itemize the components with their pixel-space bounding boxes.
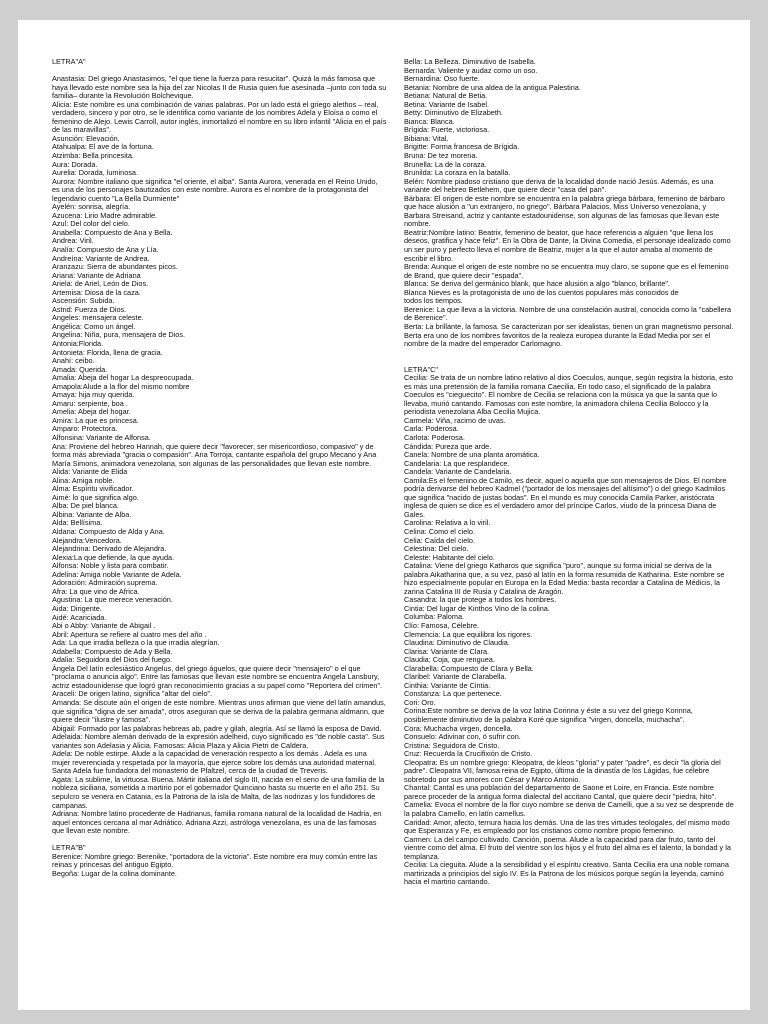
name-entry: Adelina: Amiga noble Variante de Adela. — [52, 569, 182, 579]
name-entry: Alma: Espíritu vivificador. — [52, 484, 134, 494]
name-entry: Chantal: Cantal es una población del departamento de Saone et Loire, en Francia. Este nombre parece proceder de la antigua forma dialectal del accitano Cantal, que quiere decir "piedra, hito". — [404, 783, 717, 801]
name-entry: Alexia:La que defiende, la que ayuda. — [52, 552, 175, 562]
name-entry: Aura: Dorada. — [52, 159, 98, 169]
name-entry: Alicia: Este nombre es una combinación de varias palabras. Por un lado está el griego alethos – real, verdadero, sincero y por otro, se le identifica como variante de los nombres Adela y Eloísa o como el femenino de Alejo. Lewis Carroll, autor inglés, inmortalizó el nombre en su libro infantil "Alicia en el país de las maravillas". — [52, 99, 387, 135]
name-entry: Constanza: La que pertenece. — [404, 689, 502, 699]
name-entry: Adriana: Nombre latino procedente de Hadrianus, familia romana natural de la localidad de Hadria, en aquel entonces cercana al mar Adriático. Adriana Azzi, astróloga venezolana, es una de las famosas que llevan este nombre. — [52, 809, 382, 836]
name-entry: Clemencia: La que equilibra los rigores. — [404, 629, 533, 639]
left-column — [52, 58, 387, 878]
name-entry: Celina: Como el cielo. — [404, 526, 475, 536]
name-entry: Artemisa: Diosa de la caza. — [52, 287, 141, 297]
name-entry: Canela: Nombre de una planta aromática. — [404, 450, 540, 460]
name-entry: Candelaria: La que resplandece. — [404, 458, 510, 468]
name-entry: Celestina: Del cielo. — [404, 544, 469, 554]
name-entry: Angélica: Como un ángel. — [52, 321, 136, 331]
section-heading: LETRA"B" — [52, 843, 86, 853]
name-entry: Aurelia: Dorada, luminosa. — [52, 168, 138, 178]
name-entry: Carla: Poderosa. — [404, 424, 459, 434]
name-entry: Cori: Oro. — [404, 697, 436, 707]
name-entry: Alda: Bellísima. — [52, 518, 103, 528]
document-page — [18, 20, 750, 1010]
name-entry: Carolina: Relativa a lo viril. — [404, 518, 491, 528]
name-entry: Amapola:Alude a la flor del mismo nombre — [52, 381, 190, 391]
name-entry: Camila:Es el femenino de Camilo, es decir, aquel o aquella que son mensajeros de Dios. El nombre podría derivarse del hebreo Kadmel ("portador de los mensajes del altísimo") o del griego Kadmilos que significa "nacido de justas bodas". En el mundo es muy conocida Camila Parker, aristócrata inglesa de quien se dice es el verdadero amor del príncipe Carlos, viudo de la princesa Diana de Gales. — [404, 475, 727, 519]
name-entry: Bárbara: El origen de este nombre se encuentra en la palabra griega bárbara, femenino de bárbaro que hace alusión a "un extranjero, no griego". Bárbara Palacios, Miss Universo venezolana, y Barbara Streisand, actriz y cantante estadounidense, son algunas de las famosas que llevan este nombre. — [404, 193, 725, 229]
name-entry: Cora: Muchacha virgen, doncella. — [404, 723, 513, 733]
name-entry: Andreína: Variante de Andrea. — [52, 253, 150, 263]
name-entry: Clarisa: Variante de Clara. — [404, 646, 490, 656]
name-entry: Abril: Apertura se refiere al cuatro mes del año . — [52, 629, 207, 639]
name-entry: Aurora: Nombre italiano que significa "el oriente, el alba". Santa Aurora, venerada en el Reino Unido, es una de los personajes bautizados con este nombre. Aurora es el nombre de la protagonista del legendario cuento "La Bella Durmiente" — [52, 176, 378, 203]
name-entry: Blanca Nieves es la protagonista de uno de los cuentos populares más conocidos de — [404, 287, 679, 297]
name-entry: Abi o Abby: Variante de Abigail . — [52, 621, 156, 631]
paragraph-gap — [404, 357, 734, 366]
section-heading: LETRA"C" — [404, 364, 438, 374]
name-entry: Berta: La brillante, la famosa. Se caracterizan por ser idealistas, tienen un gran magnetismo personal. Berta era uno de los nombres favoritos de la realeza europea durante la Edad Media por ser el nombre de la madre del emperador Carlomagno. — [404, 321, 734, 349]
name-entry: Asunción: Elevación. — [52, 133, 120, 143]
paragraph-gap — [404, 349, 734, 358]
name-entry: Abigail: Formado por las palabras hebreas ab, padre y gilah, alegría. Así se llamó la esposa de David. — [52, 723, 382, 733]
name-entry: Cecilia: La cieguita. Alude a la sensibilidad y el espíritu creativo. Santa Cecilia era una noble romana martirizada a principios del siglo IV. Es la Patrona de los músicos porque según la leyenda, caminó hacia el martirio cantando. — [404, 860, 729, 887]
name-entry: Claudina: Diminutivo de Claudia. — [404, 638, 510, 648]
name-entry: Antonia:Florida. — [52, 339, 104, 348]
name-entry: Cleopatra: Es un nombre griego: Kleopatra, de kleos "gloria" y pater "padre", es decir "la gloria del padre". Cleopatra VII, famosa reina de Egipto, última de la dinastía de los Lágidas, fue célebre sobretodo por sus amores con César y Marco Antonio. — [404, 757, 721, 784]
name-entry: Claribel: Variante de Clarabella. — [404, 672, 507, 682]
name-entry: Bella: La Belleza. Diminutivo de Isabella. — [404, 57, 536, 66]
name-entry: Anahí: ceibo. — [52, 356, 95, 366]
name-entry: Brenda: Aunque el origen de este nombre no se encuentra muy claro, se supone que es el femenino de Brand, que quiere decir "espada". — [404, 262, 729, 280]
paragraph-gap — [52, 836, 387, 845]
name-entry: Cintia: Del lugar de Kinthos Vino de la colina. — [404, 603, 550, 613]
name-entry: Amanda: Se discute aún el origen de este nombre. Mientras unos afirman que viene del latín amandus, que significa "digna de ser amada", otros aseguran que se deriva de la palabra germana aldmann, que quiere decir "ilustre y famosa". — [52, 697, 386, 725]
name-entry: Aida: Dirigente. — [52, 603, 102, 613]
right-column — [404, 58, 734, 887]
name-entry: Clarabella: Compuesto de Clara y Bella. — [404, 663, 534, 673]
name-entry: Aidé: Acariciada. — [52, 612, 107, 622]
name-entry: Brunella: La de la coraza. — [404, 159, 487, 169]
name-entry: Bianca: Blanca. — [404, 116, 455, 126]
name-entry: Adelaida: Nombre alemán derivado de la expresión adelheid, cuyo significado es "de noble casta". Sus variantes son Adelasia y Alicia. Famosas: Alicia Plaza y Alicia Pietri de Caldera. — [52, 732, 385, 750]
name-entry: Belén: Nombre piadoso cristiano que deriva de la localidad donde nació Jesús. Además, es una variante del hebreo Betlehem, que quiere decir "casa del pan". — [404, 176, 714, 195]
name-entry: Alejandrina: Derivado de Alejandra. — [52, 544, 167, 554]
name-entry: Amada: Querida. — [52, 364, 108, 374]
name-entry: Amelia: Abeja del hogar. — [52, 407, 131, 417]
name-entry: Amparo: Protectora. — [52, 424, 118, 434]
name-entry: Alba: De piel blanca. — [52, 501, 119, 511]
name-entry: Camelia: Evoca el nombre de la flor cuyo nombre se deriva de Camelli, que a su vez se desprende de la palabra Camello, en latín camellus. — [404, 800, 734, 819]
name-entry: Agustina: La que merece veneración. — [52, 595, 173, 605]
name-entry: Betina: Variante de Isabel. — [404, 99, 490, 109]
name-entry: Cinthia: Variante de Cintia. — [404, 680, 491, 690]
name-entry: Berenice: Nombre griego: Berenike, "portadora de la victoria". Este nombre era muy común entre las reinas y princesas del antiguo Egipto. — [52, 851, 378, 870]
name-entry: Atahualpa: El ave de la fortuna. — [52, 142, 154, 152]
name-entry: Corina:Este nombre se deriva de la voz latina Corinna y éste a su vez del griego Korinna, posiblemente diminutivo de la palabra Koré que significa "virgen, doncella, muchacha". — [404, 706, 693, 725]
name-entry: Bernarda: Valiente y audaz como un oso. — [404, 65, 538, 75]
name-entry: Atzimba: Bella princesita. — [52, 150, 134, 160]
name-entry: Alida: Variante de Elida — [52, 467, 128, 477]
name-entry: Begoña: Lugar de la colina dominante. — [52, 868, 177, 878]
name-entry: Blanca: Se deriva del germánico blank, que hace alusión a algo "blanco, brillante". — [404, 279, 671, 289]
name-entry: Angeles: mensajera celeste. — [52, 313, 144, 323]
name-entry: Antonieta: Florida, llena de gracia. — [52, 347, 163, 357]
name-entry: Alfonsa: Noble y lista para combatir. — [52, 561, 169, 571]
name-entry: Albina: Variante de Alba. — [52, 509, 132, 519]
name-entry: Ayelén: sonrisa, alegría. — [52, 202, 131, 212]
name-entry: Alejandra:Vencedora. — [52, 535, 122, 545]
name-entry: Aimé: lo que significa algo. — [52, 492, 139, 502]
name-entry: Catalina: Viene del griego Katharos que significa "puro", aunque su forma inicial se deriva de la palabra Aikatharina que, a su vez, pasó al latín en la forma resumida de Katharina. Este nombre se hizo especialmente popular en Europa en la Edad Media: basta recordar a Catalina de Médicis, la zarina Catalina III de Rusia y Catalina de Aragón. — [404, 561, 725, 596]
name-entry: Alina: Amiga noble. — [52, 475, 115, 485]
name-entry: Bernardina: Oso fuerte. — [404, 74, 480, 84]
name-entry: Clío: Famosa, Célebre. — [404, 621, 480, 630]
section-heading: LETRA"A" — [52, 57, 86, 66]
name-entry: Columba: Paloma. — [404, 612, 465, 622]
name-entry: Amaru: serpiente, boa . — [52, 398, 128, 408]
name-entry: Aranzazu: Sierra de abundantes picos. — [52, 262, 178, 272]
name-entry: Claudia: Coja, que renguea. — [404, 655, 495, 665]
name-entry: Andrea: Viril. — [52, 236, 94, 246]
name-entry: Azucena: Lirio Madre admirable. — [52, 210, 158, 220]
name-entry: Amira: La que es princesa. — [52, 415, 139, 425]
name-entry: Celia: Caída del cielo. — [404, 535, 475, 545]
name-entry: Celeste: Habitante del cielo. — [404, 552, 495, 562]
name-entry: Cruz: Recuerda la Crucifixión de Cristo. — [404, 749, 533, 759]
name-entry: Adela: De noble estirpe. Alude a la capacidad de veneración respecto a los demás . Adela es una mujer reverenciada y respetada por la mayoría, que ejerce sobre los demás una autoridad maternal. Santa Adela fue fundadora del monasterio de Pfaltzel, cerca de la ciudad de Treveris. — [52, 749, 377, 776]
name-entry: Bruna: De tez morena. — [404, 151, 478, 161]
name-entry: Carmela: Viña, racimo de uvas. — [404, 415, 506, 425]
name-entry: Ana: Proviene del hebreo Hannah, que quiere decir "favorecer, ser misericordioso, compasivo" y de forma más abreviada "gracia o compasión". Ana Torroja, cantante española del grupo Mecano y Ana María Simons, animadora venezolana, son algunas de las personalidades que llevan este nombre. — [52, 441, 377, 468]
name-entry: Berenice: La que lleva a la victoria. Nombre de una constelación austral, conocida como la "cabellera de Berenice". — [404, 304, 732, 323]
name-entry: Agata: La sublime, la virtuosa. Buena. Mártir italiana del siglo III, nacida en el seno de una familia de la nobleza siciliana, sometida a martirio por el gobernador Quinciano hasta su muerte en el año 251. Su sepulcro se venera en Catania, es la Patrona de la isla de Malta, de las nodrizas y los fundidores de campanas. — [52, 774, 385, 810]
name-entry: Ariela: de Ariel, León de Dios. — [52, 279, 149, 289]
name-entry: Consuelo: Adivinar con, ö sufrir con. — [404, 732, 521, 742]
name-entry: Ascensión: Subida. — [52, 296, 115, 306]
name-entry: Aldana: Compuesto de Alda y Ana. — [52, 527, 165, 537]
name-entry: Candela: Variante de Candelaria. — [404, 467, 512, 477]
name-entry: Araceli: De origen latino, significa "altar del cielo". — [52, 689, 213, 699]
name-entry: Betty: Diminutivo de Elizabeth. — [404, 108, 503, 118]
name-entry: Adoración: Admiración suprema. — [52, 578, 158, 588]
name-entry: Carlota: Poderosa. — [404, 432, 465, 442]
name-entry: Afra: La que vino de Africa. — [52, 586, 140, 596]
name-entry: Amalia: Abeja del hogar La despreocupada. — [52, 373, 194, 383]
name-entry: Ariana: Variante de Adriana — [52, 270, 141, 280]
name-entry: Angelina: Niña, pura, mensajera de Dios. — [52, 330, 186, 340]
name-entry: Betania: Nombre de una aldea de la antigua Palestina. — [404, 82, 581, 92]
name-entry: Anastasia: Del griego Anastasimos, "el que tiene la fuerza para resucitar". Quizá la más famosa que haya llevado este nombre sea la hija del zar Nicolas II de Rusia quien fue asesinada –junto con toda su familia– durante la Revolución Bolchevique. — [52, 74, 387, 101]
name-entry: Cándida: Pureza que arde. — [404, 441, 492, 451]
name-entry: Cecilia: Se trata de un nombre latino relativo al dios Coeculos, aunque, según registra la historia, esto es más una pretensión de la familia romana Caecilia. En todo caso, el significado de la palabra Coeculos es "cieguecito". El nombre de Cecilia se relaciona con la música ya que la santa que lo llevaba, murió cantando. Famosas con este nombre, la animadora chilena Cecilia Bolocco y la periodista venezolana Alba Cecilia Mujica. — [404, 373, 733, 417]
name-entry: Bibiana: Vital. — [404, 133, 449, 143]
name-entry: Brunilda: La coraza en la batalla. — [404, 168, 511, 178]
name-entry: Beatriz:Nombre latino: Beatrix, femenino de beator, que hace referencia a alguien "que llena los deseos, gratifica y hace feliz". En la Obra de Dante, la Divina Comedia, el personaje idealizado como un ser puro y perfecto lleva el nombre de Beatriz, mujer a la que el autor amaba al momento de escribir el libro. — [404, 227, 731, 263]
name-entry: Caridad: Amor, afecto, ternura hacia los demás. Una de las tres virtudes teologales, del mismo modo que Esperanza y Fe, es empleado por los cristianos como nombre propio femenino. — [404, 817, 730, 836]
name-entry: Brígida: Fuerte, victoriosa. — [404, 125, 490, 135]
name-entry: Adalia: Seguidora del Dios del fuego. — [52, 655, 173, 665]
name-entry: Amaya: hija muy querida. — [52, 390, 135, 400]
name-entry: Azul: Del color del cielo. — [52, 219, 130, 229]
name-entry: Cristina: Seguidora de Cristo. — [404, 740, 500, 750]
name-entry: Ángela Del latín eclesiástico Angelus, del griego águelos, que quiere decir "mensajero" o el que "proclama o anuncia algo". Entre las famosas que llevan este nombre se encuentra Angela Lansbury, actriz estadounidense que logró gran reconocimiento gracias a su papel como "Reportera del crimen". — [52, 663, 383, 690]
name-entry: Casandra: la que protege a todos los hombres. — [404, 595, 557, 605]
name-entry: Anabella: Compuesto de Ana y Bella. — [52, 227, 173, 237]
name-entry: Carmen: La del campo cultivado. Canción, poema. Alude a la capacidad para dar fruto, tanto del vientre como del alma. El fruto del vientre son los hijos y el fruto del alma es el talento, la bondad y la templanza. — [404, 834, 731, 861]
name-entry: Adabella: Compuesto de Ada y Bella. — [52, 646, 173, 656]
name-entry: Astrid: Fuerza de Dios. — [52, 304, 127, 314]
name-entry: Ada: La que irradia belleza o la que irradia alegrían. — [52, 638, 220, 648]
name-entry: Analía: Compuesto de Ana y Lía. — [52, 244, 159, 254]
name-entry: Betiana: Natural de Betia. — [404, 91, 488, 101]
name-entry: Brigitte: Forma francesa de Brígida. — [404, 142, 520, 152]
name-entry: Alfonsina: Variante de Alfonsa. — [52, 433, 151, 443]
name-entry: todos los tiempos. — [404, 296, 463, 306]
